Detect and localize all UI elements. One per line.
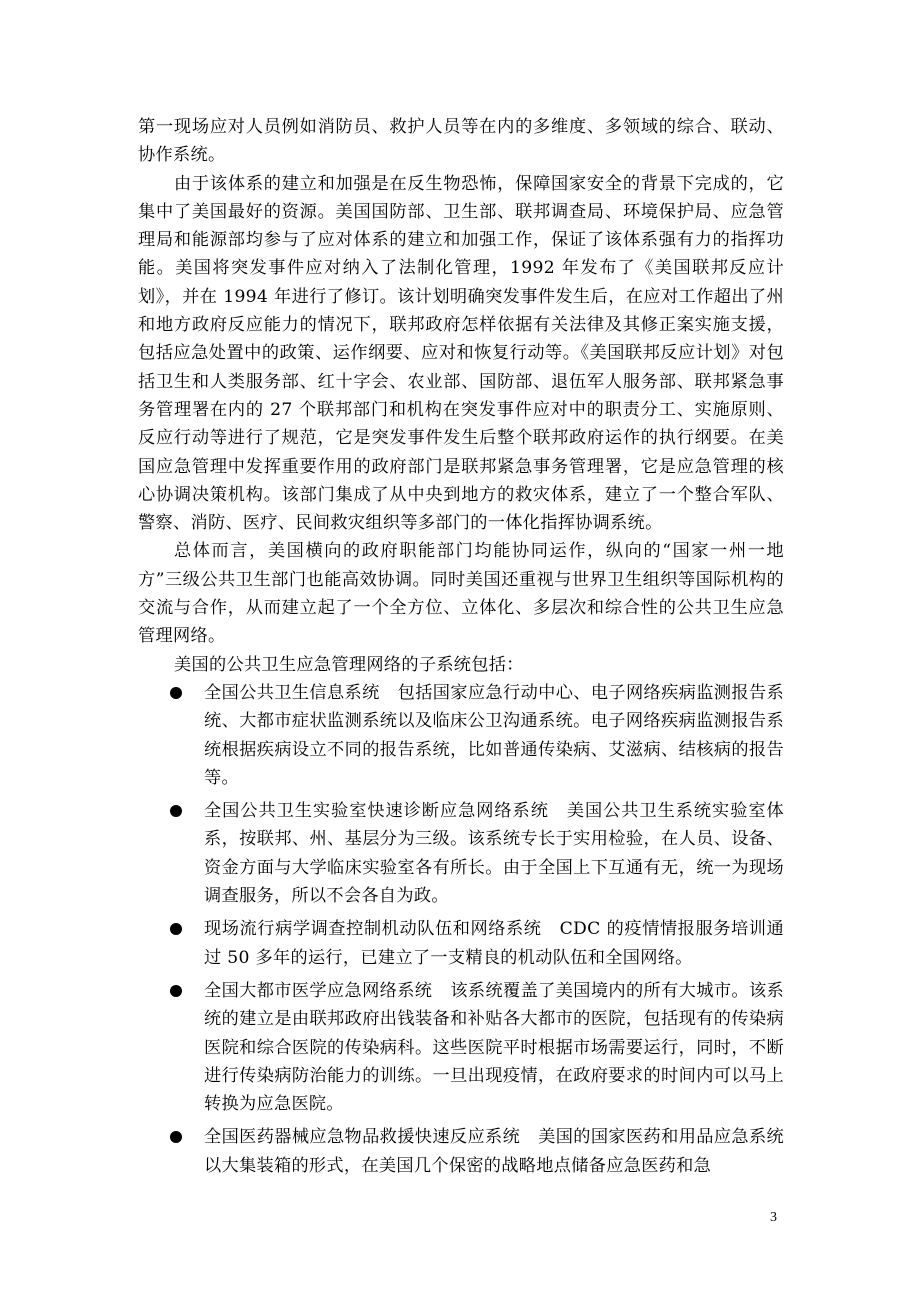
list-item-title: 全国医药器械应急物品救援快速反应系统 <box>204 1127 521 1148</box>
list-item-title: 现场流行病学调查控制机动队伍和网络系统 <box>204 919 542 940</box>
paragraph-subsystems-intro: 美国的公共卫生应急管理网络的子系统包括： <box>174 654 524 675</box>
document-body <box>138 113 784 1185</box>
list-item-title: 全国大都市医学应急网络系统 <box>204 980 433 1001</box>
paragraph-us-system: 由于该体系的建立和加强是在反生物恐怖，保障国家安全的背景下完成的，它集中了美国最好的资源。美国国防部、卫生部、联邦调查局、环境保护局、应急管理局和能源部均参与了应对体系的建立和加强工作，保证了该体系强有力的指挥功能。美国将突发事件应对纳入了法制化管理，1992 年发布了《美国联邦反应计划》，并在 1994 年进行了修订。该计划明确突发事件发生后，在应对工作超出了州和地方政府反应能力的情况下，联邦政府怎样依据有关法律及其修正案实施支援，包括应急处置中的政策、运作纲要、应对和恢复行动等。《美国联邦反应计划》对包括卫生和人类服务部、红十字会、农业部、国防部、退伍军人服务部、联邦紧急事务管理署在内的 27 个联邦部门和机构在突发事件应对中的职责分工、实施原则、反应行动等进行了规范，它是突发事件发生后整个联邦政府运作的执行纲要。在美国应急管理中发挥重要作用的政府部门是联邦紧急事务管理署，它是应急管理的核心协调决策机构。该部门集成了从中央到地方的救灾体系，建立了一个整合军队、警察、消防、医疗、民间救灾组织等多部门的一体化指挥协调系统。 <box>138 173 784 534</box>
list-item <box>138 797 784 910</box>
list-item-text: 美国公共卫生系统实验室体系，按联邦、州、基层分为三级。该系统专长于实用检验，在人员、设备、资金方面与大学临床实验室各有所长。由于全国上下互通有无，统一为现场调查服务，所以不会各自为政。 <box>204 801 784 907</box>
list-item <box>138 915 784 972</box>
page-number: 3 <box>770 1210 777 1225</box>
list-item <box>138 977 784 1118</box>
bullet-icon <box>170 1131 182 1143</box>
list-item-text: 该系统覆盖了美国境内的所有大城市。该系统的建立是由联邦政府出钱装备和补贴各大都市的医院，包括现有的传染病医院和综合医院的传染病科。这些医院平时根据市场需要运行，同时，不断进行传染病防治能力的训练。一旦出现疫情，在政府要求的时间内可以马上转换为应急医院。 <box>204 980 784 1115</box>
list-item <box>138 679 784 792</box>
bullet-icon <box>170 985 182 997</box>
bullet-icon <box>170 923 182 935</box>
bullet-icon <box>170 687 182 699</box>
list-item-text: CDC 的疫情情报服务培训通过 50 多年的运行，已建立了一支精良的机动队伍和全国网络。 <box>204 919 784 968</box>
paragraph-continuation: 第一现场应对人员例如消防员、救护人员等在内的多维度、多领域的综合、联动、协作系统。 <box>138 117 784 166</box>
list-item-title: 全国公共卫生信息系统 <box>204 682 380 703</box>
list-item-text: 包括国家应急行动中心、电子网络疾病监测报告系统、大都市症状监测系统以及临床公卫沟通系统。电子网络疾病监测报告系统根据疾病设立不同的报告系统，比如普通传染病、艾滋病、结核病的报告等。 <box>204 682 784 788</box>
bullet-icon <box>170 805 182 817</box>
paragraph-overall: 总体而言，美国横向的政府职能部门均能协同运作，纵向的“国家一州一地方”三级公共卫生部门也能高效协调。同时美国还重视与世界卫生组织等国际机构的交流与合作，从而建立起了一个全方位、立体化、多层次和综合性的公共卫生应急管理网络。 <box>138 541 784 647</box>
list-item <box>138 1123 784 1180</box>
list-item-title: 全国公共卫生实验室快速诊断应急网络系统 <box>204 801 549 822</box>
subsystem-list <box>138 679 784 1180</box>
list-item-text: 美国的国家医药和用品应急系统以大集装箱的形式，在美国几个保密的战略地点储备应急医药和急 <box>204 1127 785 1176</box>
